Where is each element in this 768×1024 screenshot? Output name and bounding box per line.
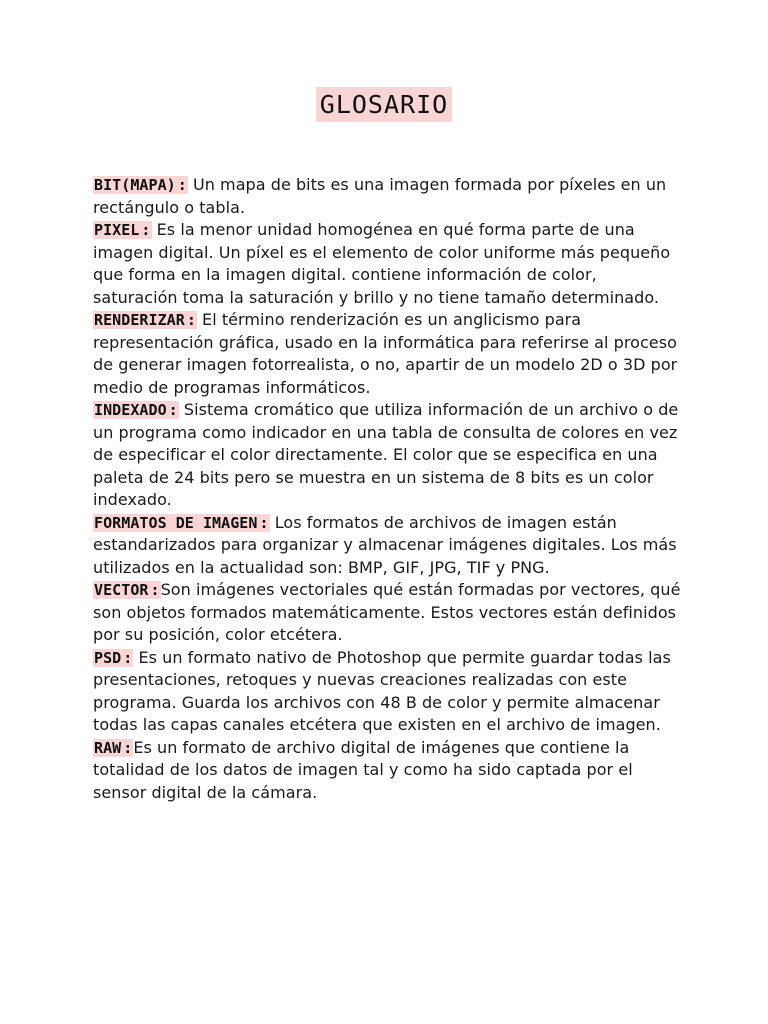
glossary-term-separator: : [168,401,178,419]
glossary-term: PIXEL [94,221,140,239]
glossary-definition: Es un formato nativo de Photoshop que permite guardar todas las presentaciones, retoques y nuevas creaciones realizadas con este programa. Guarda los archivos con 48 B de color y permite almacenar todas las capas canales etcétera que existen en el archivo de imagen. [93,647,671,734]
glossary-definition: Sistema cromático que utiliza información de un archivo o de un programa como indicador en una tabla de consulta de colores en vez de especificar el color directamente. El color que se especifica en una paleta de 24 bits pero se muestra en un sistema de 8 bits es un color indexado. [93,400,679,509]
glossary-definition: Los formatos de archivos de imagen están estandarizados para organizar y almacenar imágenes digitales. Los más utilizados en la actualidad son: BMP, GIF, JPG, TIF y PNG. [93,512,677,577]
glossary-definition: Es un formato de archivo digital de imágenes que contiene la totalidad de los datos de imagen tal y como ha sido captada por el sensor digital de la cámara. [93,737,633,802]
glossary-entry [93,399,683,512]
glossary-term: RENDERIZAR [94,311,185,329]
glossary-term: INDEXADO [94,401,167,419]
glossary-term-separator: : [177,176,187,194]
glossary-entry [93,309,683,399]
glossary-entry [93,219,683,309]
glossary-term: PSD [94,648,122,667]
glossary-entry [93,579,683,647]
glossary-term: RAW [94,738,122,757]
glossary-definition: Un mapa de bits es una imagen formada por píxeles en un rectángulo o tabla. [93,175,667,217]
glossary-list [93,174,683,804]
glossary-term: BIT(MAPA) [94,176,176,194]
page-title: GLOSARIO [316,87,452,122]
glossary-term: FORMATOS DE IMAGEN [94,513,258,532]
glossary-term-separator: : [259,513,269,532]
glossary-term-separator: : [186,311,196,329]
glossary-term-separator: : [141,221,151,239]
glossary-definition: El término renderización es un anglicismo para representación gráfica, usado en la informática para referirse al proceso de generar imagen fotorrealista, o no, apartir de un modelo 2D o 3D por medio de programas informáticos. [93,310,678,397]
glossary-term-separator: : [123,738,133,757]
glossary-entry [93,647,683,737]
glossary-term: VECTOR [94,581,149,599]
glossary-entry [93,174,683,219]
glossary-definition: Son imágenes vectoriales qué están formadas por vectores, qué son objetos formados matemáticamente. Estos vectores están definidos por su posición, color etcétera. [93,580,681,644]
glossary-entry [93,512,683,580]
glossary-entry [93,737,683,805]
glossary-term-separator: : [150,581,160,599]
glossary-term-separator: : [123,648,133,667]
title-container [0,87,768,122]
glossary-definition: Es la menor unidad homogénea en qué forma parte de una imagen digital. Un píxel es el elemento de color uniforme más pequeño que forma en la imagen digital. contiene información de color, saturación toma la saturación y brillo y no tiene tamaño determinado. [93,220,671,307]
